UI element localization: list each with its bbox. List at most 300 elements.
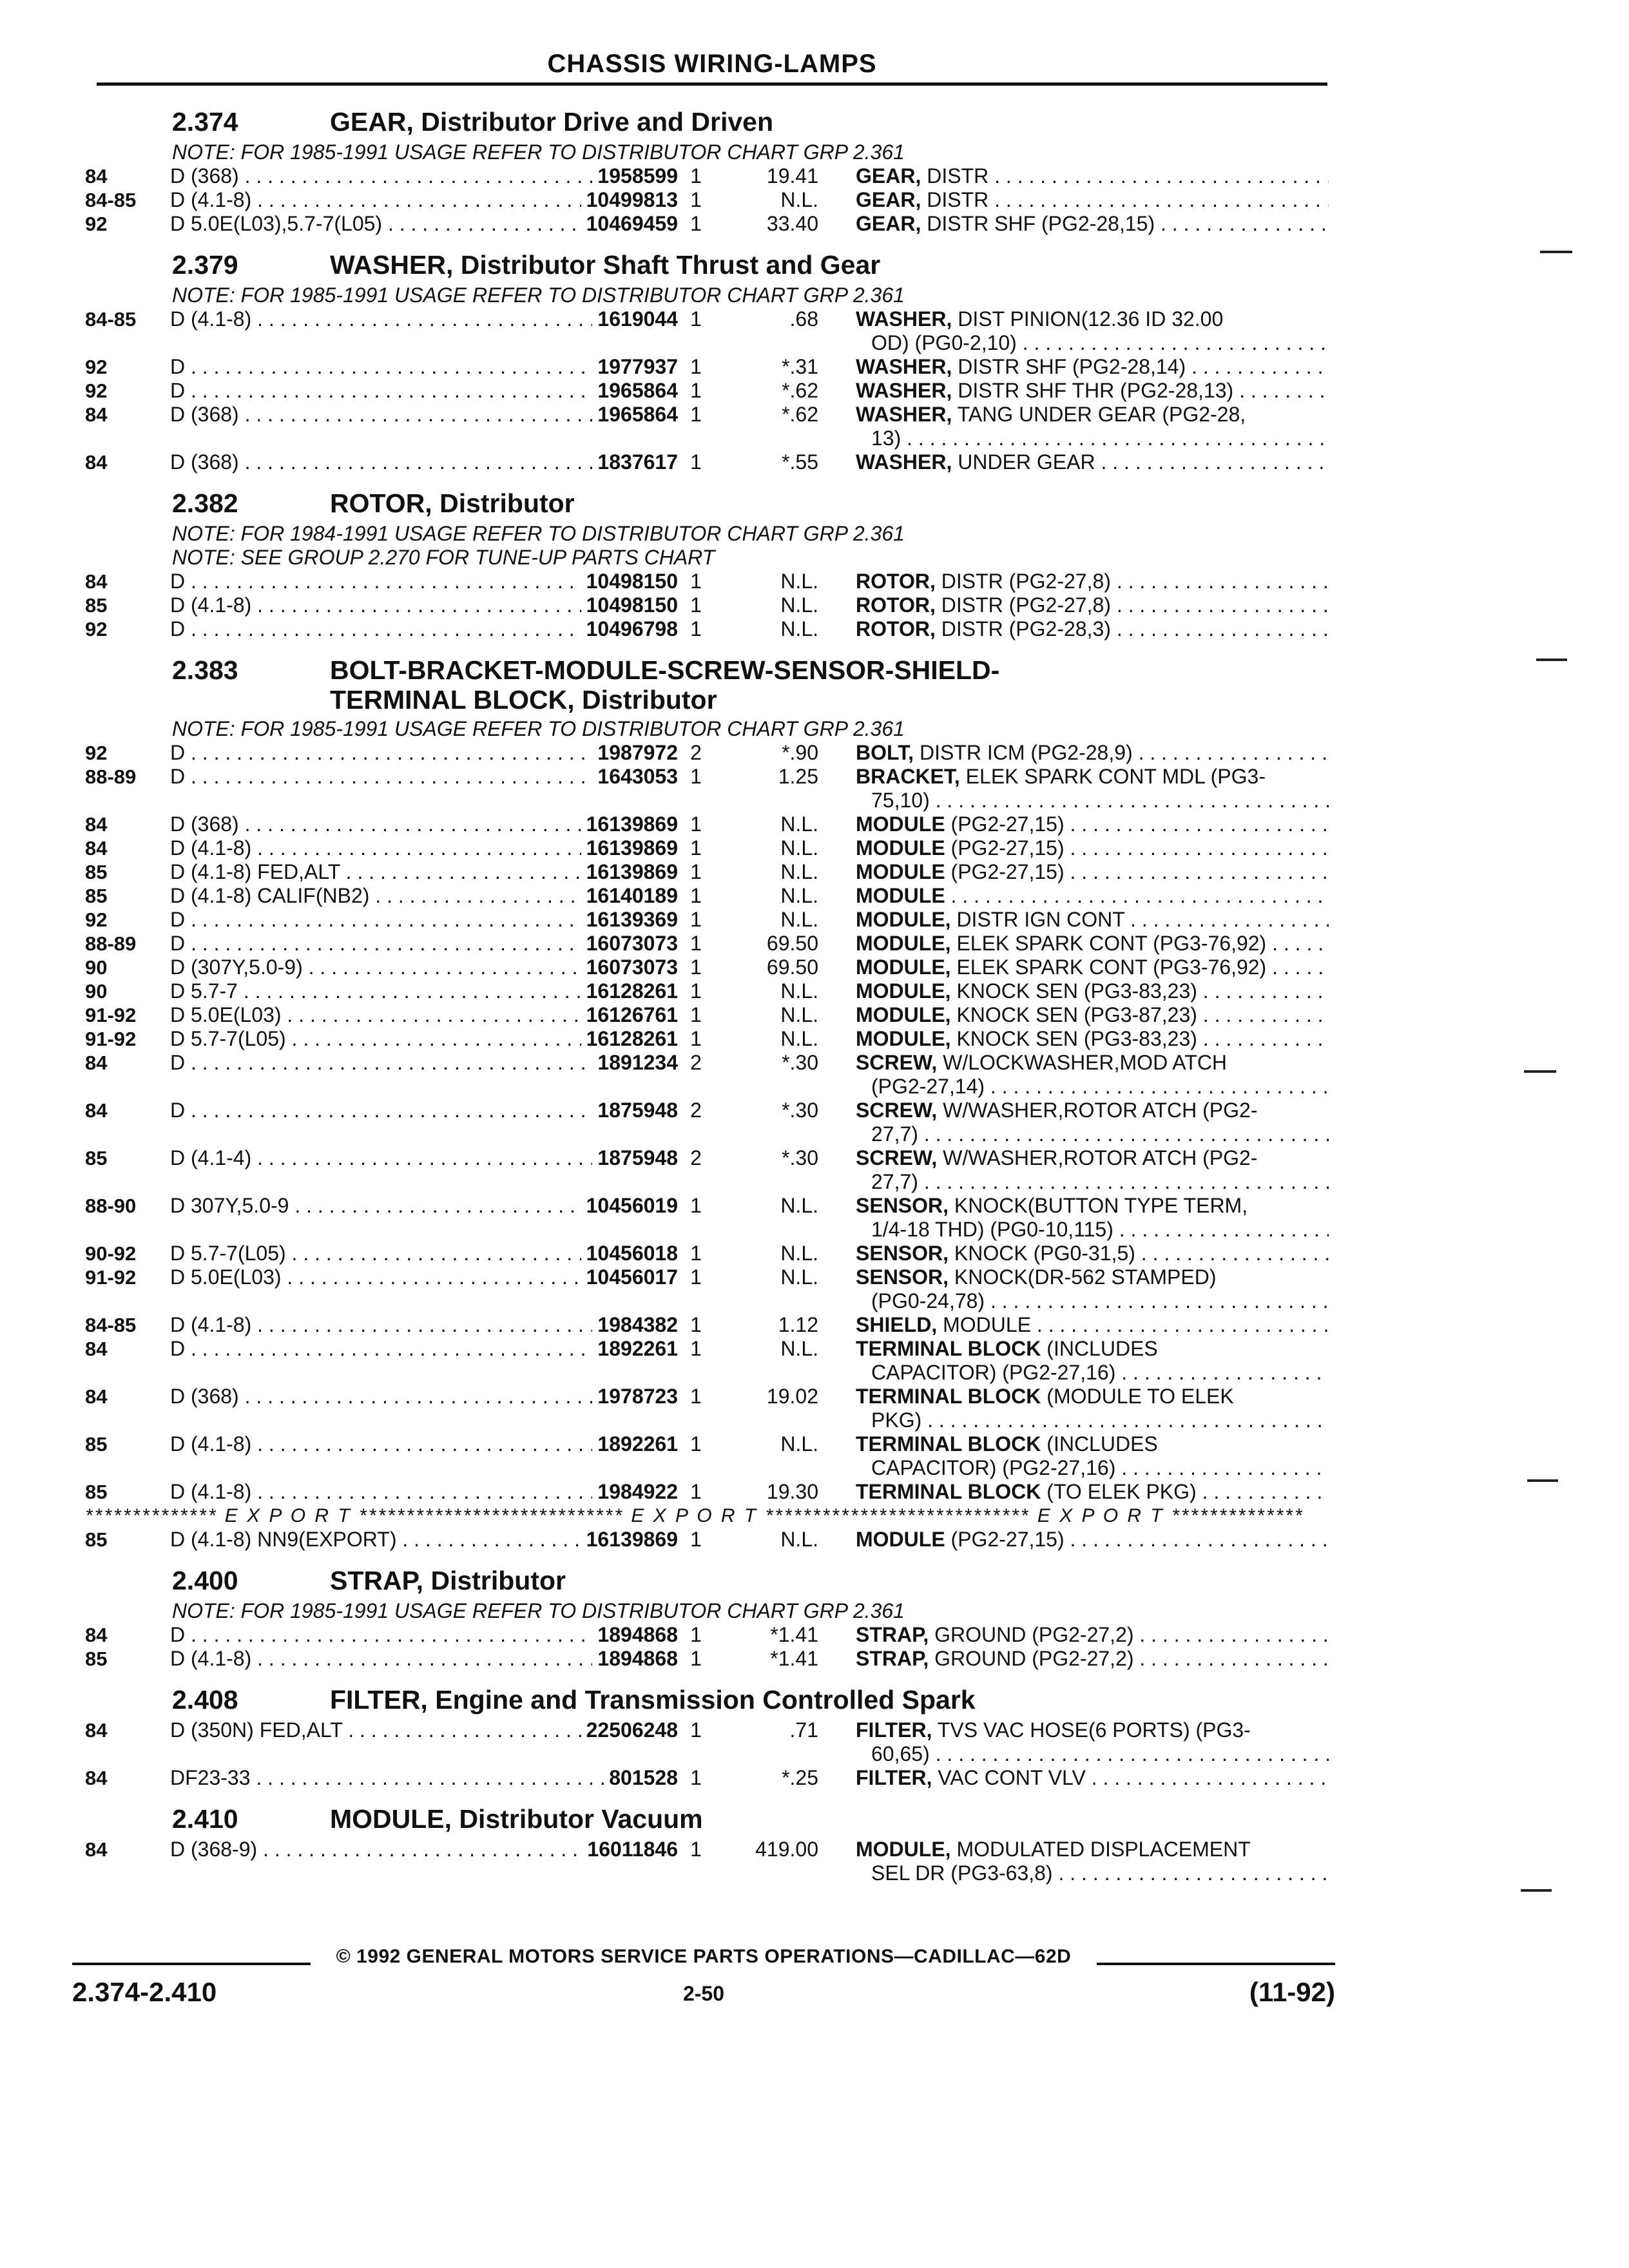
description <box>856 932 1329 956</box>
description <box>856 1313 1329 1337</box>
quantity: 1 <box>690 188 702 211</box>
description-keyword: MODULE, <box>856 1003 951 1026</box>
part-number: 1892261 <box>592 1432 678 1456</box>
quantity: 1 <box>690 956 702 979</box>
model-year: 84 <box>85 165 108 187</box>
price: N.L. <box>780 1027 818 1050</box>
price: N.L. <box>780 908 818 931</box>
revision-date: (11-92) <box>1249 1977 1335 2007</box>
description-text: (INCLUDES <box>1041 1432 1158 1456</box>
quantity: 1 <box>690 403 702 426</box>
description <box>856 1003 1329 1027</box>
price: N.L. <box>780 860 818 883</box>
model-year: 84 <box>85 1719 108 1742</box>
part-number: 1978723 <box>592 1385 678 1408</box>
section-name <box>330 93 773 151</box>
section-name-rest: Distributor <box>432 488 575 518</box>
usage-code: D 5.7-7 . . . <box>170 979 608 1003</box>
description-text: KNOCK SEN (PG3-87,23) <box>950 1003 1197 1026</box>
description-keyword: SENSOR, <box>856 1265 949 1289</box>
quantity: 1 <box>690 1027 702 1050</box>
description-line <box>856 1385 1329 1408</box>
usage-code: D (368) . . . <box>170 812 608 836</box>
part-number: 10456018 <box>581 1242 678 1265</box>
quantity: 1 <box>690 450 702 474</box>
description-keyword: WASHER, <box>856 355 952 378</box>
table-row <box>85 212 1329 236</box>
quantity: 1 <box>690 1528 702 1551</box>
part-number: 1875948 <box>592 1146 678 1170</box>
description-continuation: CAPACITOR) (PG2-27,16) . . . <box>856 1456 1329 1480</box>
quantity: 1 <box>690 1623 702 1646</box>
model-year: 85 <box>85 1481 108 1503</box>
quantity: 1 <box>690 307 702 331</box>
section-note: NOTE: SEE GROUP 2.270 FOR TUNE-UP PARTS CHART <box>172 546 715 569</box>
model-year: 92 <box>85 380 108 402</box>
description-text: VAC CONT VLV <box>932 1766 1086 1789</box>
part-number: 16073073 <box>581 956 678 979</box>
description-text: (PG2-27,15) <box>945 1528 1065 1551</box>
price: *1.41 <box>770 1647 818 1670</box>
description <box>856 379 1329 403</box>
description <box>856 307 1329 355</box>
description-line <box>856 1718 1329 1742</box>
usage-code: D 5.0E(L03),5.7-7(L05) . . . <box>170 212 608 236</box>
usage-code: D (4.1-4) . . . <box>170 1146 608 1170</box>
description <box>856 1242 1329 1265</box>
description <box>856 1099 1329 1146</box>
section-number: 2.374 <box>172 107 238 137</box>
model-year: 92 <box>85 742 108 764</box>
section-name-rest: Distributor <box>574 685 717 715</box>
description-text: (TO ELEK PKG) <box>1041 1480 1197 1503</box>
part-number: 16128261 <box>581 979 678 1003</box>
price: N.L. <box>780 1337 818 1360</box>
price: .68 <box>789 307 818 331</box>
price: 1.25 <box>778 765 818 788</box>
table-row <box>85 1718 1329 1766</box>
description-text: ELEK SPARK CONT MDL (PG3- <box>959 765 1266 788</box>
export-stars: ************** <box>351 1505 492 1526</box>
section-note: NOTE: FOR 1985-1991 USAGE REFER TO DISTRIBUTOR CHART GRP 2.361 <box>172 284 905 307</box>
description-keyword: MODULE <box>856 812 945 836</box>
section-note: NOTE: FOR 1985-1991 USAGE REFER TO DISTRIBUTOR CHART GRP 2.361 <box>172 717 905 740</box>
section-name-bold: ROTOR, <box>330 488 432 518</box>
description-keyword: MODULE, <box>856 979 951 1003</box>
description-line <box>856 1051 1329 1075</box>
description-text: (PG2-27,15) <box>945 860 1065 883</box>
model-year: 90 <box>85 956 108 979</box>
quantity: 1 <box>690 1766 702 1789</box>
description-text: GROUND (PG2-27,2) <box>929 1647 1134 1670</box>
description-keyword: MODULE <box>856 860 945 883</box>
section-number: 2.410 <box>172 1804 238 1834</box>
description <box>856 212 1329 236</box>
export-stars: ************** <box>85 1505 225 1526</box>
usage-code: D (368) . . . <box>170 1385 608 1408</box>
usage-code: D (4.1-8) . . . <box>170 1432 608 1456</box>
description-continuation: SEL DR (PG3-63,8) . . . <box>856 1861 1329 1885</box>
part-number: 1643053 <box>592 765 678 789</box>
table-row <box>85 765 1329 812</box>
description <box>856 812 1329 836</box>
description-line <box>856 403 1329 427</box>
description <box>856 450 1329 474</box>
price: N.L. <box>780 1528 818 1551</box>
description-text: DISTR <box>921 164 989 187</box>
page-header <box>97 46 1327 86</box>
description-keyword: BOLT, <box>856 741 914 764</box>
table-row <box>85 379 1329 403</box>
part-number: 16140189 <box>581 884 678 908</box>
description-keyword: STRAP, <box>856 1647 929 1670</box>
usage-code: D (4.1-8) . . . <box>170 836 608 860</box>
description <box>856 617 1329 641</box>
table-row <box>85 1766 1329 1790</box>
table-row <box>85 1432 1329 1480</box>
description-line <box>856 1528 1329 1552</box>
model-year: 85 <box>85 1433 108 1456</box>
usage-code: D (307Y,5.0-9) . . . <box>170 956 608 979</box>
model-year: 85 <box>85 1147 108 1169</box>
price: N.L. <box>780 570 818 593</box>
description-text: ELEK SPARK CONT (PG3-76,92) <box>950 932 1267 955</box>
description-line <box>856 1099 1329 1122</box>
price: *.25 <box>782 1766 818 1789</box>
model-year: 84-85 <box>85 189 137 211</box>
table-row <box>85 1385 1329 1432</box>
price: *.90 <box>782 741 818 764</box>
export-stars: ************** <box>491 1505 631 1526</box>
table-row <box>85 1838 1329 1885</box>
model-year: 84 <box>85 403 108 426</box>
description-line <box>856 1242 1329 1265</box>
section-2-410 <box>85 1790 1329 1885</box>
description-continuation: 60,65) . . . <box>856 1742 1329 1766</box>
usage-code: D (4.1-8) NN9(EXPORT) . . . <box>170 1528 608 1552</box>
description-keyword: FILTER, <box>856 1766 932 1789</box>
margin-mark <box>1527 1479 1558 1482</box>
description-line <box>856 1623 1329 1647</box>
description-text: KNOCK SEN (PG3-83,23) <box>950 979 1197 1003</box>
table-row <box>85 1623 1329 1647</box>
usage-code: D . . . <box>170 932 608 956</box>
description-line <box>856 1480 1329 1504</box>
description-line <box>856 188 1329 212</box>
description-text: (MODULE TO ELEK <box>1041 1385 1234 1408</box>
description-keyword: GEAR, <box>856 212 921 235</box>
section-note: NOTE: FOR 1985-1991 USAGE REFER TO DISTRIBUTOR CHART GRP 2.361 <box>172 1599 905 1622</box>
description-line <box>856 1766 1329 1790</box>
section-name-bold: GEAR, <box>330 107 414 137</box>
description-continuation: CAPACITOR) (PG2-27,16) . . . <box>856 1361 1329 1385</box>
margin-mark <box>1536 658 1567 661</box>
description-keyword: MODULE <box>856 836 945 860</box>
export-label: E X P O R T <box>631 1505 758 1526</box>
section-title <box>85 474 1329 522</box>
usage-code: D (4.1-8) . . . <box>170 307 608 331</box>
section-number: 2.382 <box>172 488 238 518</box>
part-number: 16139869 <box>581 836 678 860</box>
description <box>856 1385 1329 1432</box>
description-line <box>856 1647 1329 1671</box>
margin-mark <box>1540 251 1572 253</box>
model-year: 84 <box>85 1052 108 1074</box>
description-line <box>856 307 1329 331</box>
section-title <box>85 1790 1329 1838</box>
usage-code: D (4.1-8) . . . <box>170 1647 608 1671</box>
description-line <box>856 1027 1329 1051</box>
price: N.L. <box>780 1003 818 1026</box>
description-continuation: 1/4-18 THD) (PG0-10,115) . . . <box>856 1218 1329 1242</box>
description-line <box>856 617 1329 641</box>
section-name-rest: Distributor <box>423 1566 566 1595</box>
description-text: DISTR ICM (PG2-28,9) <box>914 741 1133 764</box>
quantity: 1 <box>690 1432 702 1456</box>
description-text: TANG UNDER GEAR (PG2-28, <box>952 403 1246 426</box>
model-year: 91-92 <box>85 1004 137 1026</box>
table-row <box>85 1313 1329 1337</box>
description-keyword: WASHER, <box>856 450 952 474</box>
part-number: 16126761 <box>581 1003 678 1027</box>
model-year: 84 <box>85 1099 108 1122</box>
table-row <box>85 884 1329 908</box>
description-line <box>856 1838 1329 1861</box>
description-keyword: MODULE <box>856 884 945 907</box>
section-name-rest: Engine and Transmission Controlled Spark <box>427 1685 976 1715</box>
model-year: 88-89 <box>85 765 137 788</box>
description <box>856 593 1329 617</box>
price: N.L. <box>780 812 818 836</box>
quantity: 1 <box>690 1337 702 1360</box>
quantity: 1 <box>690 593 702 617</box>
part-number: 10469459 <box>581 212 678 236</box>
usage-code: D (4.1-8) FED,ALT . . . <box>170 860 608 884</box>
model-year: 88-89 <box>85 932 137 955</box>
description <box>856 956 1329 979</box>
description-line <box>856 836 1329 860</box>
section-name-bold: STRAP, <box>330 1566 424 1595</box>
section-range: 2.374-2.410 <box>72 1977 217 2007</box>
description-continuation: 27,7) . . . <box>856 1122 1329 1146</box>
price: 69.50 <box>766 932 818 955</box>
usage-code: D (4.1-8) . . . <box>170 188 608 212</box>
part-number: 1891234 <box>592 1051 678 1075</box>
table-row <box>85 932 1329 956</box>
description-keyword: SENSOR, <box>856 1194 949 1217</box>
description <box>856 1194 1329 1242</box>
description-line <box>856 1003 1329 1027</box>
model-year: 84 <box>85 837 108 860</box>
description-line <box>856 884 1329 908</box>
description-keyword: ROTOR, <box>856 617 936 640</box>
description <box>856 164 1329 188</box>
description-text: W/WASHER,ROTOR ATCH (PG2- <box>937 1099 1258 1122</box>
usage-code: D (4.1-8) . . . <box>170 1480 608 1504</box>
usage-code: D 307Y,5.0-9 . . . <box>170 1194 608 1218</box>
table-row <box>85 1027 1329 1051</box>
model-year: 85 <box>85 861 108 883</box>
part-number: 1875948 <box>592 1099 678 1122</box>
table-row <box>85 403 1329 450</box>
model-year: 90 <box>85 980 108 1003</box>
model-year: 85 <box>85 594 108 617</box>
quantity: 1 <box>690 1265 702 1289</box>
description-keyword: TERMINAL BLOCK <box>856 1385 1041 1408</box>
price: N.L. <box>780 1265 818 1289</box>
quantity: 1 <box>690 570 702 593</box>
description-line <box>856 932 1329 956</box>
usage-code: D (4.1-8) CALIF(NB2) . . . <box>170 884 608 908</box>
price: 69.50 <box>766 956 818 979</box>
part-number: 16139869 <box>581 812 678 836</box>
table-row <box>85 812 1329 836</box>
section-2-383 <box>85 641 1329 1552</box>
price: *1.41 <box>770 1623 818 1646</box>
description-keyword: FILTER, <box>856 1718 932 1742</box>
section-name-bold: BOLT-BRACKET-MODULE-SCREW-SENSOR-SHIELD- <box>330 655 1000 685</box>
part-number: 1965864 <box>592 379 678 403</box>
section-title <box>85 93 1329 140</box>
section-note: NOTE: FOR 1984-1991 USAGE REFER TO DISTRIBUTOR CHART GRP 2.361 <box>172 522 905 545</box>
section-title <box>85 1552 1329 1599</box>
model-year: 92 <box>85 618 108 640</box>
description <box>856 403 1329 450</box>
model-year: 84 <box>85 1385 108 1408</box>
description-continuation: (PG2-27,14) . . . <box>856 1075 1329 1099</box>
price: N.L. <box>780 593 818 617</box>
model-year: 85 <box>85 1528 108 1551</box>
description <box>856 1647 1329 1671</box>
description-text: MODULE <box>937 1313 1032 1336</box>
table-row <box>85 1194 1329 1242</box>
table-row <box>85 908 1329 932</box>
part-number: 1958599 <box>592 164 678 188</box>
description-keyword: STRAP, <box>856 1623 929 1646</box>
part-number: 16011846 <box>582 1838 678 1861</box>
table-row <box>85 1265 1329 1313</box>
description <box>856 741 1329 765</box>
price: *.31 <box>782 355 818 378</box>
description <box>856 1337 1329 1385</box>
description-keyword: SHIELD, <box>856 1313 938 1336</box>
usage-code: D . . . <box>170 1099 608 1122</box>
page-number: 2-50 <box>682 1982 725 2005</box>
usage-code: D 5.7-7(L05) . . . <box>170 1242 608 1265</box>
model-year: 84 <box>85 813 108 836</box>
usage-code: D . . . <box>170 1337 608 1361</box>
description-line <box>856 908 1329 932</box>
table-row <box>85 617 1329 641</box>
price: *.30 <box>782 1099 818 1122</box>
description-text: MODULATED DISPLACEMENT <box>950 1838 1251 1861</box>
quantity: 1 <box>690 1313 702 1336</box>
description <box>856 1623 1329 1647</box>
price: *.62 <box>782 379 818 402</box>
section-name <box>330 1552 566 1610</box>
price: .71 <box>789 1718 818 1742</box>
part-number: 1619044 <box>592 307 678 331</box>
part-number: 10456017 <box>581 1265 678 1289</box>
description-keyword: WASHER, <box>856 307 952 331</box>
table-row <box>85 956 1329 979</box>
parts-catalog <box>85 93 1329 1885</box>
part-number: 1965864 <box>592 403 678 427</box>
section-name-rest: Distributor Vacuum <box>452 1804 703 1834</box>
description <box>856 188 1329 212</box>
description-text: DISTR SHF (PG2-28,15) <box>921 212 1155 235</box>
price: N.L. <box>780 617 818 640</box>
section-number: 2.383 <box>172 655 238 685</box>
model-year: 92 <box>85 213 108 235</box>
quantity: 1 <box>690 1480 702 1503</box>
description-text: KNOCK (PG0-31,5) <box>949 1242 1135 1265</box>
copyright-text: © 1992 GENERAL MOTORS SERVICE PARTS OPERATIONS—CADILLAC—62D <box>336 1946 1072 1967</box>
model-year: 84-85 <box>85 1314 137 1336</box>
description <box>856 1838 1329 1885</box>
quantity: 2 <box>690 741 702 764</box>
section-name <box>330 655 999 715</box>
quantity: 1 <box>690 1385 702 1408</box>
quantity: 1 <box>690 1647 702 1670</box>
table-row <box>85 1003 1329 1027</box>
description <box>856 1432 1329 1480</box>
usage-code: D . . . <box>170 1051 608 1075</box>
section-2-382 <box>85 474 1329 641</box>
part-number: 10499813 <box>581 188 678 212</box>
part-number: 1894868 <box>592 1647 678 1671</box>
part-number: 16073073 <box>581 932 678 956</box>
quantity: 1 <box>690 765 702 788</box>
usage-code: D (368) . . . <box>170 450 608 474</box>
description-line <box>856 812 1329 836</box>
usage-code: D 5.0E(L03) . . . <box>170 1265 608 1289</box>
table-row <box>85 188 1329 212</box>
usage-code: D . . . <box>170 570 608 593</box>
section-title <box>85 236 1329 284</box>
quantity: 1 <box>690 812 702 836</box>
part-number: 16139869 <box>581 1528 678 1552</box>
quantity: 1 <box>690 1838 702 1861</box>
description-text: DISTR (PG2-27,8) <box>935 593 1111 617</box>
table-row <box>85 1647 1329 1671</box>
quantity: 1 <box>690 1194 702 1217</box>
description-keyword: MODULE, <box>856 908 951 931</box>
description-line <box>856 355 1329 379</box>
margin-mark <box>1521 1889 1552 1892</box>
description-keyword: WASHER, <box>856 403 952 426</box>
model-year: 91-92 <box>85 1028 137 1050</box>
description-keyword: SCREW, <box>856 1051 938 1074</box>
section-note: NOTE: FOR 1985-1991 USAGE REFER TO DISTRIBUTOR CHART GRP 2.361 <box>172 140 905 164</box>
model-year: 88-90 <box>85 1195 137 1217</box>
model-year: 84-85 <box>85 308 137 331</box>
description-line <box>856 860 1329 884</box>
description <box>856 355 1329 379</box>
price: N.L. <box>780 836 818 860</box>
usage-code: DF23-33 . . . <box>170 1766 608 1790</box>
description <box>856 570 1329 593</box>
description-text: (INCLUDES <box>1041 1337 1158 1360</box>
description-text: DIST PINION(12.36 ID 32.00 <box>952 307 1224 331</box>
model-year: 84 <box>85 570 108 593</box>
usage-code: D . . . <box>170 765 608 789</box>
part-number: 10496798 <box>581 617 678 641</box>
description-keyword: TERMINAL BLOCK <box>856 1480 1041 1503</box>
description <box>856 1051 1329 1099</box>
usage-code: D (368) . . . <box>170 403 608 427</box>
description <box>856 1528 1329 1552</box>
